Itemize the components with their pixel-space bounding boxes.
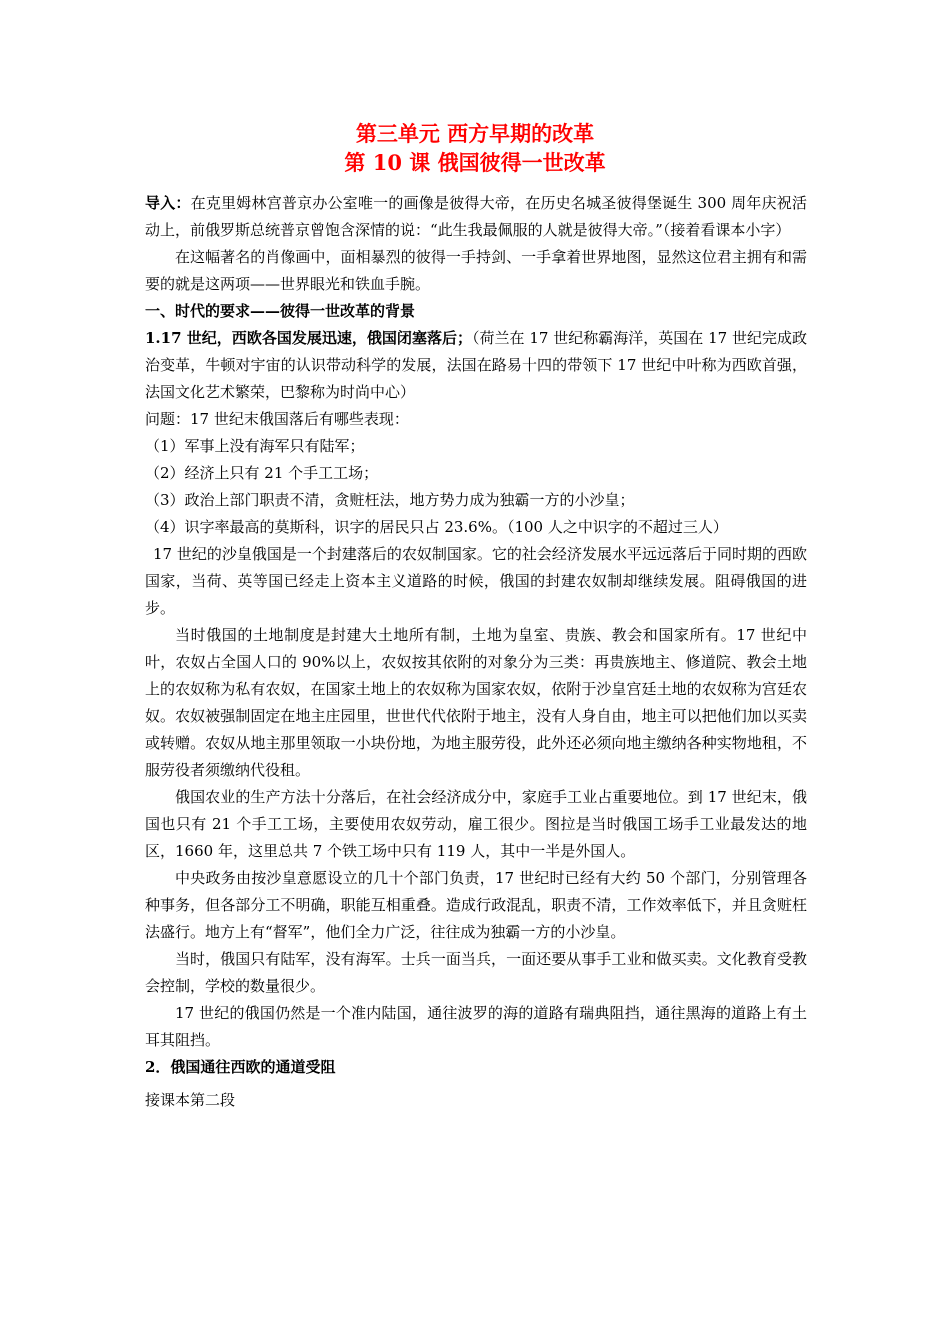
list-item: （1）军事上没有海军只有陆军； xyxy=(145,437,365,455)
lesson-title: 第 10 课 俄国彼得一世改革 xyxy=(344,150,606,175)
question-line: 问题：17 世纪末俄国落后有哪些表现： xyxy=(145,410,409,428)
point2-heading: 2．俄国通往西欧的通道受阻 xyxy=(145,1058,336,1076)
intro-paragraph xyxy=(145,190,807,244)
government-paragraph: 中央政务由按沙皇意愿设立的几十个部门负责，17 世纪时已经有大约 50 个部门，分别管理各种事务，但各部分工不明确，职能互相重叠。造成行政混乱，职责不清，工作效率低下，并且贪赃枉法盛行。地方上有“督军”，他们全力广泛，往往成为独霸一方的小沙皇。 xyxy=(145,869,807,941)
agriculture-paragraph: 俄国农业的生产方法十分落后，在社会经济成分中，家庭手工业占重要地位。到 17 世纪末，俄国也只有 21 个手工工场，主要使用农奴劳动，雇工很少。图拉是当时俄国工场手工业最发达的地区，1660 年，这里总共 7 个铁工场中只有 119 人，其中一半是外国人。 xyxy=(145,788,807,860)
feudal-paragraph: 17 世纪的沙皇俄国是一个封建落后的农奴制国家。它的社会经济发展水平远远落后于同时期的西欧国家，当荷、英等国已经走上资本主义道路的时候，俄国的封建农奴制却继续发展。阻碍俄国的进步。 xyxy=(145,545,807,617)
intro-label: 导入： xyxy=(145,194,191,212)
last-line: 接课本第二段 xyxy=(145,1091,236,1109)
unit-title: 第三单元 西方早期的改革 xyxy=(355,121,595,146)
intro-text: 在克里姆林宫普京办公室唯一的画像是彼得大帝，在历史名城圣彼得堡诞生 300 周年庆祝活动上，前俄罗斯总统普京曾饱含深情的说：“此生我最佩服的人就是彼得大帝。”（接着看课本小字） xyxy=(145,194,807,239)
point1-bold: 1.17 世纪，西欧各国发展迅速，俄国闭塞落后； xyxy=(145,329,472,347)
portrait-paragraph: 在这幅著名的肖像画中，面相暴烈的彼得一手持剑、一手拿着世界地图，显然这位君主拥有和需要的就是这两项——世界眼光和铁血手腕。 xyxy=(145,248,807,293)
land-paragraph: 当时俄国的土地制度是封建大土地所有制，土地为皇室、贵族、教会和国家所有。17 世纪中叶，农奴占全国人口的 90%以上，农奴按其依附的对象分为三类：再贵族地主、修道院、教会土地上的农奴称为私有农奴，在国家土地上的农奴称为国家农奴，依附于沙皇宫廷土地的农奴称为宫廷农奴。农奴被强制固定在地主庄园里，世世代代依附于地主，没有人身自由，地主可以把他们加以买卖或转赠。农奴从地主那里领取一小块份地，为地主服劳役，此外还必须向地主缴纳各种实物地租，不服劳役者须缴纳代役租。 xyxy=(145,626,807,779)
point1-text: （荷兰在 17 世纪称霸海洋，英国在 17 世纪完成政治变革，牛顿对宇宙的认识带动科学的发展，法国在路易十四的带领下 17 世纪中叶称为西欧首强，法国文化艺术繁荣，巴黎称为时尚中心） xyxy=(145,329,807,401)
army-paragraph: 当时，俄国只有陆军，没有海军。士兵一面当兵，一面还要从事手工业和做买卖。文化教育受教会控制，学校的数量很少。 xyxy=(145,950,807,995)
list-item: （4）识字率最高的莫斯科，识字的居民只占 23.6%。（100 人之中识字的不超过三人） xyxy=(145,518,728,536)
document-body xyxy=(145,190,807,1114)
section1-heading: 一、时代的要求——彼得一世改革的背景 xyxy=(145,302,416,320)
sea-paragraph: 17 世纪的俄国仍然是一个准内陆国，通往波罗的海的道路有瑞典阻挡，通往黑海的道路上有土耳其阻挡。 xyxy=(145,1004,807,1049)
list-item: （3）政治上部门职责不清，贪赃枉法，地方势力成为独霸一方的小沙皇； xyxy=(145,491,635,509)
list-item: （2）经济上只有 21 个手工工场； xyxy=(145,464,379,482)
point1-paragraph xyxy=(145,325,807,406)
